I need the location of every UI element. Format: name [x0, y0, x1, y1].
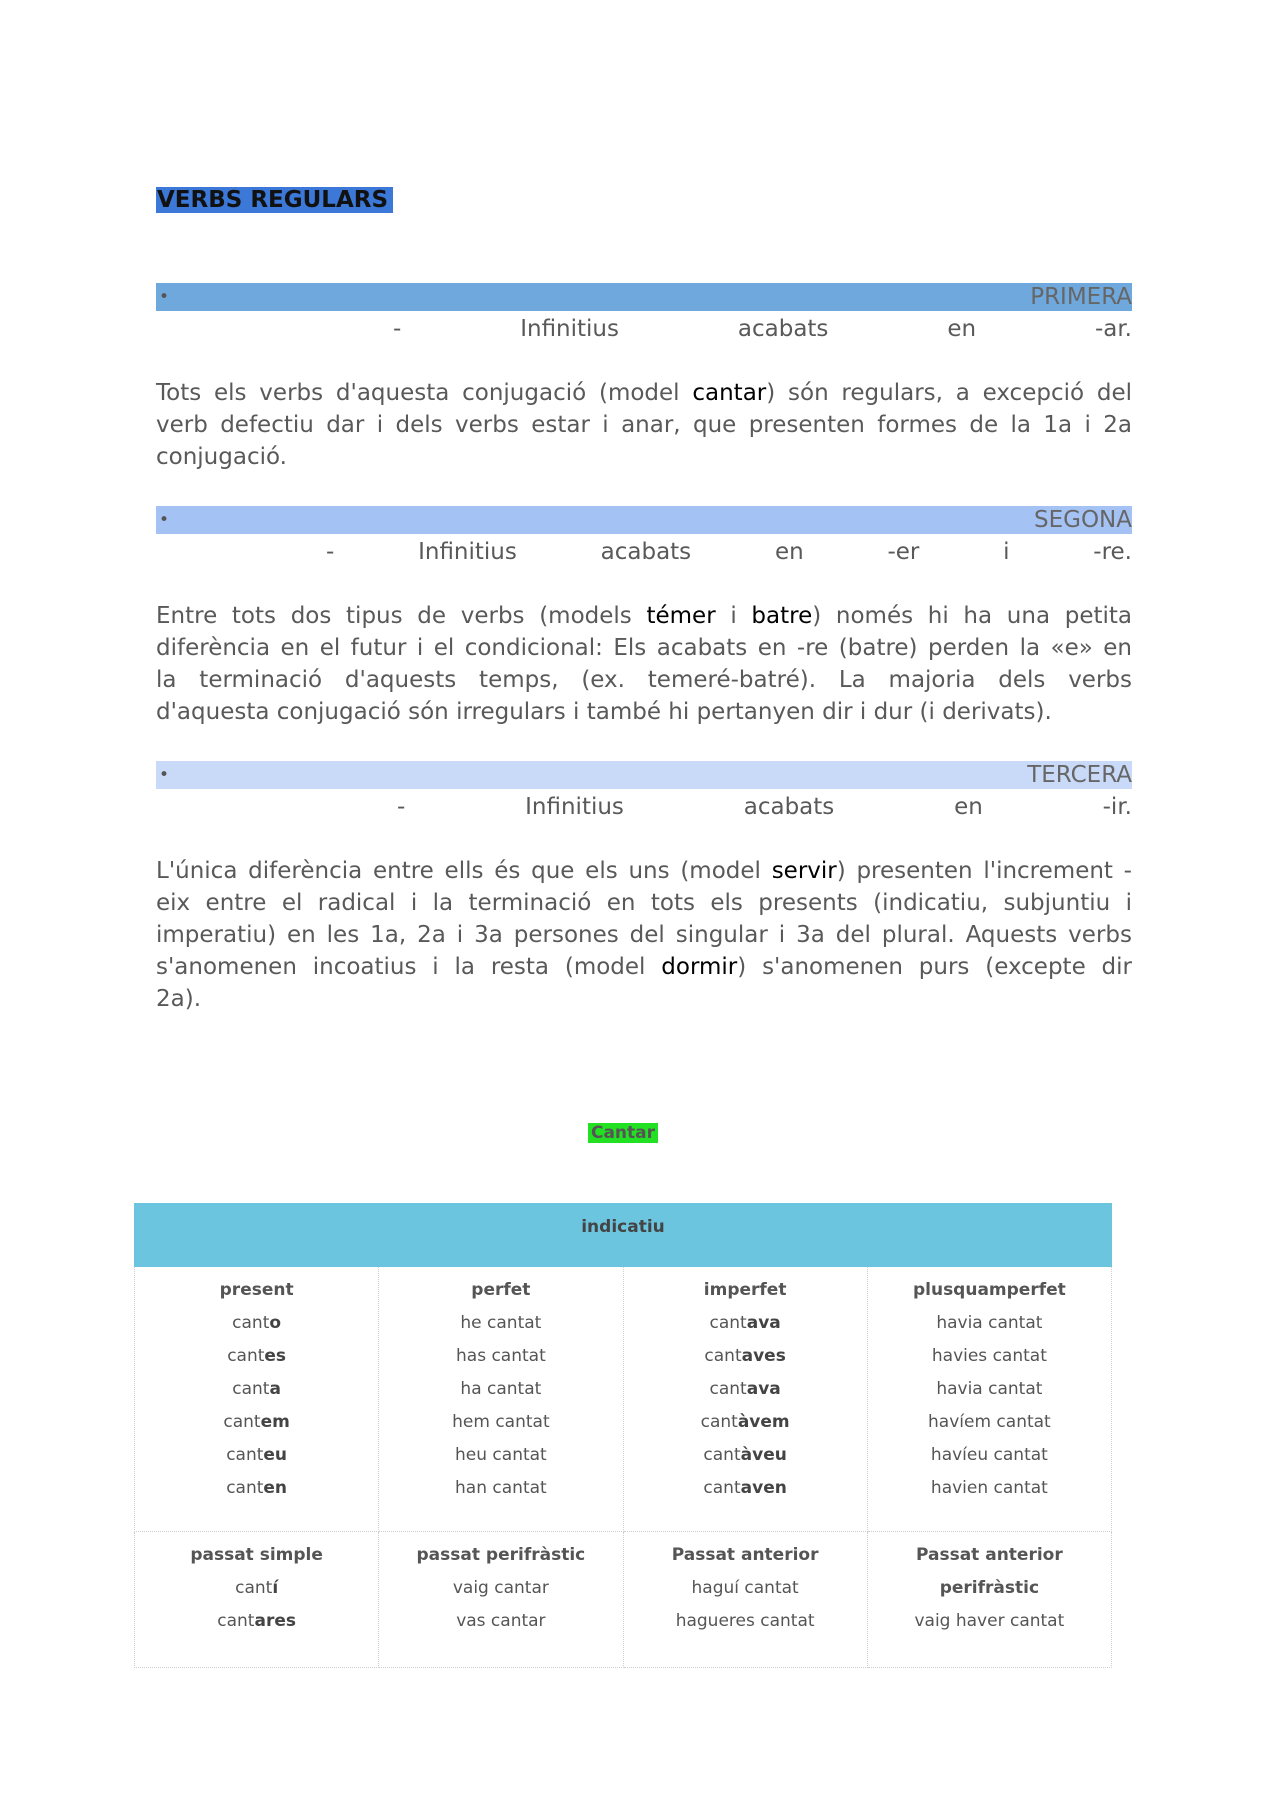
text-run: s'anomenen incoatius i la resta (model	[156, 954, 662, 980]
verb-stem: cant	[704, 1346, 742, 1366]
definition-word: Infinitius	[418, 539, 517, 565]
model-verb-link[interactable]: servir	[771, 858, 837, 884]
bullet-icon: •	[159, 765, 170, 785]
definition-word: acabats	[600, 539, 692, 565]
paragraph-line	[156, 632, 1132, 664]
text-run: conjugació.	[156, 444, 287, 470]
section-paragraph	[156, 855, 1132, 1015]
paragraph-line	[156, 441, 1132, 473]
table-header-row	[135, 1204, 1112, 1267]
verb-stem: vaig haver cantat	[914, 1611, 1065, 1631]
section-paragraph	[156, 600, 1132, 728]
verb-stem: havies cantat	[931, 1346, 1047, 1366]
verb-form	[632, 1572, 859, 1605]
verb-form	[387, 1605, 614, 1638]
tense-heading: passat perifràstic	[416, 1545, 586, 1565]
verb-stem: cant	[227, 1346, 265, 1366]
verb-stem: havia cantat	[936, 1379, 1043, 1399]
model-verb-link[interactable]: dormir	[661, 954, 738, 980]
verb-form	[387, 1472, 614, 1505]
paragraph-line	[156, 409, 1132, 441]
definition-word: -ar.	[1094, 316, 1132, 342]
model-verb-title	[134, 1122, 1112, 1144]
verb-form	[387, 1406, 614, 1439]
verb-form	[632, 1340, 859, 1373]
text-run: Tots els verbs d'aquesta conjugació (model	[156, 380, 693, 406]
verb-form	[632, 1307, 859, 1340]
verb-stem: cant	[700, 1412, 738, 1432]
verb-stem: cant	[232, 1313, 270, 1333]
tense-heading: passat simple	[190, 1545, 323, 1565]
tense-cell	[379, 1267, 623, 1532]
verb-ending: àvem	[737, 1412, 790, 1432]
verb-stem: vaig cantar	[452, 1578, 549, 1598]
verb-stem: cant	[226, 1478, 264, 1498]
tense-cell	[135, 1267, 379, 1532]
definition-word: acabats	[737, 316, 829, 342]
conjugation-table-head	[135, 1204, 1112, 1267]
section-definition	[156, 536, 1132, 568]
verb-stem: havíem cantat	[928, 1412, 1051, 1432]
paragraph-line	[156, 919, 1132, 951]
verb-form	[387, 1373, 614, 1406]
verb-form	[143, 1439, 370, 1472]
verb-form	[632, 1373, 859, 1406]
text-run: ) presenten l'increment -	[836, 858, 1132, 884]
verb-stem: cant	[703, 1478, 741, 1498]
verb-stem: heu cantat	[455, 1445, 547, 1465]
model-verb-link[interactable]: cantar	[692, 380, 767, 406]
text-run: Entre tots dos tipus de verbs (models	[156, 603, 647, 629]
verb-form	[143, 1605, 370, 1638]
definition-word: en	[954, 794, 983, 820]
section-definition	[156, 791, 1132, 823]
verb-ending: em	[260, 1412, 290, 1432]
definition-word: -re.	[1093, 539, 1132, 565]
definition-word: i	[1003, 539, 1010, 565]
section-definition	[156, 313, 1132, 345]
verb-form	[387, 1572, 614, 1605]
verb-ending: eu	[263, 1445, 288, 1465]
verb-form	[876, 1307, 1103, 1340]
section-heading-bar	[156, 283, 1132, 311]
tense-cell	[623, 1267, 867, 1532]
verb-ending: àveu	[740, 1445, 787, 1465]
verb-form	[143, 1406, 370, 1439]
verb-form	[876, 1472, 1103, 1505]
verb-stem: havíeu cantat	[930, 1445, 1048, 1465]
bullet-icon: •	[159, 287, 170, 307]
definition-word: -er	[887, 539, 920, 565]
text-run: la terminació d'aquests temps, (ex. temeré-batré). La majoria dels verbs	[156, 667, 1132, 693]
definition-word: en	[774, 539, 804, 565]
text-run: ) només hi ha una petita	[812, 603, 1132, 629]
definition-word: Infinitius	[525, 794, 624, 820]
verb-form	[632, 1439, 859, 1472]
verb-form	[632, 1406, 859, 1439]
verb-stem: han cantat	[455, 1478, 547, 1498]
text-run: imperatiu) en les 1a, 2a i 3a persones del singular i 3a del plural. Aquests verbs	[156, 922, 1132, 948]
verb-ending: ava	[746, 1379, 781, 1399]
tense-heading: Passat anterior perifràstic	[916, 1545, 1063, 1598]
paragraph-line	[156, 696, 1132, 728]
section-heading-bar	[156, 761, 1132, 789]
paragraph-line	[156, 600, 1132, 632]
tense-heading: perfet	[471, 1280, 531, 1300]
verb-stem: cant	[226, 1445, 264, 1465]
verb-stem: cant	[235, 1578, 273, 1598]
section-heading-bar	[156, 506, 1132, 534]
verb-stem: haguí cantat	[691, 1578, 799, 1598]
verb-ending: a	[269, 1379, 281, 1399]
verb-form	[387, 1340, 614, 1373]
verb-stem: cant	[217, 1611, 255, 1631]
verb-form	[143, 1307, 370, 1340]
verb-stem: havien cantat	[930, 1478, 1048, 1498]
verb-stem: cant	[232, 1379, 270, 1399]
verb-form	[143, 1472, 370, 1505]
text-run: diferència en el futur i el condicional: Els acabats en -re (batre) perden la «e» en	[156, 635, 1132, 661]
verb-form	[876, 1373, 1103, 1406]
verb-ending: ava	[746, 1313, 781, 1333]
verb-stem: cant	[709, 1313, 747, 1333]
verb-form	[876, 1605, 1103, 1638]
section-paragraph	[156, 377, 1132, 473]
verb-form	[387, 1307, 614, 1340]
verb-ending: aven	[740, 1478, 787, 1498]
verb-stem: he cantat	[460, 1313, 542, 1333]
paragraph-line	[156, 951, 1132, 983]
verb-stem: hagueres cantat	[675, 1611, 815, 1631]
text-run: d'aquesta conjugació són irregulars i també hi pertanyen dir i dur (i derivats).	[156, 699, 1052, 725]
verb-form	[632, 1605, 859, 1638]
verb-form	[876, 1340, 1103, 1373]
model-verb-link[interactable]: témer	[646, 603, 716, 629]
verb-stem: cant	[703, 1445, 741, 1465]
tense-cell	[867, 1267, 1111, 1532]
verb-ending: aves	[741, 1346, 786, 1366]
paragraph-line	[156, 377, 1132, 409]
paragraph-line	[156, 983, 1132, 1015]
verb-form	[143, 1340, 370, 1373]
verb-ending: o	[269, 1313, 282, 1333]
section-label: SEGONA	[1034, 507, 1132, 533]
verb-form	[632, 1472, 859, 1505]
section-label: PRIMERA	[1030, 284, 1132, 310]
tense-heading: plusquamperfet	[912, 1280, 1066, 1300]
section-label: TERCERA	[1027, 762, 1132, 788]
verb-stem: hem cantat	[452, 1412, 550, 1432]
text-run: verb defectiu dar i dels verbs estar i anar, que presenten formes de la 1a i 2a	[156, 412, 1132, 438]
mood-heading: indicatiu	[135, 1204, 1112, 1267]
verb-stem: cant	[709, 1379, 747, 1399]
definition-word: acabats	[743, 794, 835, 820]
tense-heading: Passat anterior	[671, 1545, 819, 1565]
verb-form	[143, 1572, 370, 1605]
text-run: eix entre el radical i la terminació en tots els presents (indicatiu, subjuntiu i	[156, 890, 1132, 916]
verb-stem: cant	[223, 1412, 261, 1432]
paragraph-line	[156, 887, 1132, 919]
conjugation-table-body	[135, 1267, 1112, 1668]
verb-ending: es	[264, 1346, 287, 1366]
page-title-text: VERBS REGULARS	[156, 187, 393, 213]
verb-stem: has cantat	[456, 1346, 546, 1366]
verb-form	[876, 1406, 1103, 1439]
verb-ending: í	[272, 1578, 279, 1598]
definition-word: -	[393, 316, 402, 342]
definition-word: -	[326, 539, 335, 565]
text-run: ) s'anomenen purs (excepte dir	[737, 954, 1132, 980]
verb-stem: ha cantat	[460, 1379, 542, 1399]
text-run: L'única diferència entre ells és que els uns (model	[156, 858, 772, 884]
tense-cell	[867, 1532, 1111, 1668]
model-verb-title-text: Cantar	[588, 1123, 658, 1143]
definition-word: Infinitius	[520, 316, 619, 342]
verb-form	[876, 1439, 1103, 1472]
definition-word: -ir.	[1102, 794, 1132, 820]
model-verb-link[interactable]: batre	[751, 603, 813, 629]
conjugation-section-segona	[156, 506, 1132, 728]
definition-word: -	[397, 794, 406, 820]
tense-heading: imperfet	[703, 1280, 787, 1300]
definition-word: en	[947, 316, 977, 342]
conjugation-section-tercera	[156, 761, 1132, 1015]
text-run: i	[715, 603, 752, 629]
verb-form	[143, 1373, 370, 1406]
paragraph-line	[156, 855, 1132, 887]
verb-ending: en	[263, 1478, 288, 1498]
verb-form	[387, 1439, 614, 1472]
verb-ending: ares	[254, 1611, 296, 1631]
verb-stem: havia cantat	[936, 1313, 1043, 1333]
bullet-icon: •	[159, 510, 170, 530]
page-title	[156, 186, 393, 215]
paragraph-line	[156, 664, 1132, 696]
verb-stem: vas cantar	[456, 1611, 546, 1631]
tense-cell	[379, 1532, 623, 1668]
tense-cell	[135, 1532, 379, 1668]
tense-heading: present	[219, 1280, 294, 1300]
table-row	[135, 1267, 1112, 1532]
text-run: 2a).	[156, 986, 202, 1012]
table-row	[135, 1532, 1112, 1668]
conjugation-table	[134, 1203, 1112, 1668]
text-run: ) són regulars, a excepció del	[766, 380, 1132, 406]
tense-cell	[623, 1532, 867, 1668]
conjugation-section-primera	[156, 283, 1132, 473]
